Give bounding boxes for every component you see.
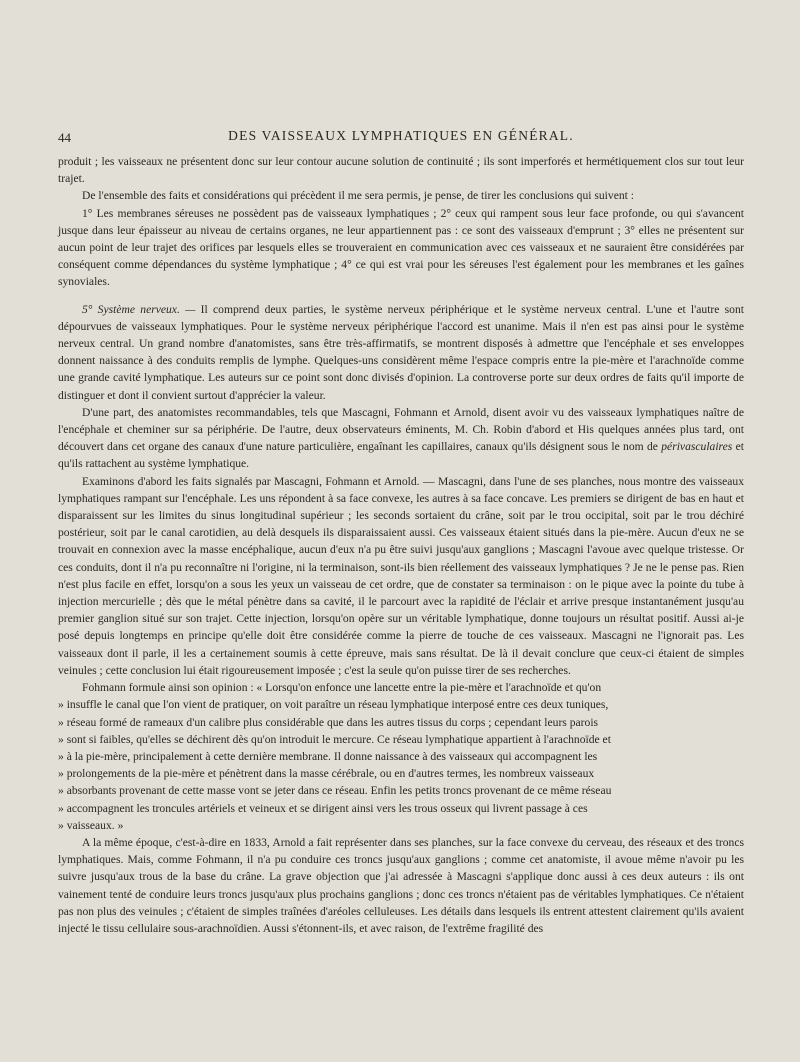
quote-intro: Fohmann formule ainsi son opinion : « Lorsqu'on enfonce une lancette entre la pie-mère et l'arachnoïde et qu'on <box>82 681 602 695</box>
quote-line: » insuffle le canal que l'on vient de pratiquer, on voit paraître un réseau lymphatique interposé entre ces deux tuniques, <box>58 698 609 712</box>
paragraph <box>58 301 744 404</box>
paragraph: Examinons d'abord les faits signalés par Mascagni, Fohmann et Arnold. — Mascagni, dans l'une de ses planches, nous montre des vaisseaux lymphatiques rampant sur l'encéphale. Les uns répondent à sa face convexe, les autres à sa face concave. Les premiers se dirigent de bas en haut et disparaissent sur les limites du sinus longitudinal supérieur ; les seconds sortaient du crâne, soit par le trou occipital, soit par le trou déchiré postérieur, soit par le canal carotidien, au delà desquels ils disparaissaient aussi. Ces vaisseaux étaient situés dans la pie-mère. Aucun d'eux ne se trouvait en connexion avec la masse encéphalique, aucun d'eux n'a pu être suivi jusqu'aux ganglions ; Mascagni l'avoue avec quelque tristesse. Or ces conduits, dont il n'a pu reconnaître ni l'origine, ni la terminaison, sont-ils bien réellement des vaisseaux lymphatiques ? Je ne le pense pas. Rien n'est plus facile en effet, lorsqu'on a sous les yeux un vaisseau de cet ordre, que de constater sa terminaison : on le pique avec la pointe du tube à injection mercurielle ; dès que le métal pénètre dans sa cavité, il le parcourt avec la rapidité de l'éclair et arrive presque instantanément jusqu'au premier ganglion situé sur son trajet. Cette injection, lorsqu'on opère sur un véritable lymphatique, donne toujours un résultat positif. Aussi ai-je posé depuis longtemps en principe qu'elle doit être considérée comme la pierre de touche de ces vaisseaux. Mascagni ne l'ignorait pas. Les vaisseaux dont il parle, il les a certainement soumis à cette épreuve, mais sans résultat. De là il devait conclure que ceux-ci étaient de simples veinules ; cette conclusion lui était rigoureusement imposée ; c'est la seule qu'on puisse tirer de ses recherches. <box>58 474 744 677</box>
page-number: 44 <box>58 130 71 145</box>
paragraph: 1° Les membranes séreuses ne possèdent pas de vaisseaux lymphatiques ; 2° ceux qui rampent sous leur face profonde, ou qui s'avancent jusque dans leur épaisseur au niveau de certains organes, ne leur appartiennent pas : ce sont des vaisseaux d'emprunt ; 3° elles ne présentent sur aucun point de leur trajet des orifices par lesquels elles se trouveraient en communication avec ces vaisseaux et ne sauraient être considérées par conséquent comme dépendances du système lymphatique ; 4° ce qui est vrai pour les séreuses l'est également pour les membranes et les gaînes synoviales. <box>58 206 744 289</box>
quote-line: » vaisseaux. » <box>58 818 124 832</box>
quote-line: » accompagnent les troncules artériels et veineux et se dirigent ainsi vers les trous osseux qui livrent passage à ces <box>58 801 588 815</box>
paragraph: A la même époque, c'est-à-dire en 1833, Arnold a fait représenter dans ses planches, sur la face convexe du cerveau, des réseaux et des troncs lymphatiques. Mais, comme Fohmann, il n'a pu conduire ces troncs jusqu'aux ganglions ; comme cet anatomiste, il avoue même n'avoir pu les suivre jusqu'aux trous de la base du crâne. La grave objection que j'ai adressée à Mascagni s'applique donc aussi à ces deux auteurs : ils ont vainement tenté de conduire leurs troncs jusqu'aux plus prochains ganglions ; donc ces troncs n'étaient pas de véritables lymphatiques. Ce n'étaient pas non plus des veinules ; c'étaient de simples traînées d'aréoles celluleuses. Les détails dans lesquels ils entrent attestent clairement qu'ils avaient injecté le tissu cellulaire sous-arachnoïdien. Aussi s'étonnent-ils, et avec raison, de l'extrême fragilité des <box>58 835 744 935</box>
paragraph-text: D'une part, des anatomistes recommandables, tels que Mascagni, Fohmann et Arnold, disent avoir vu des vaisseaux lymphatiques naître de l'encéphale et cheminer sur sa périphérie. De l'autre, deux observateurs éminents, M. Ch. Robin d'abord et His quelques années plus tard, ont découvert dans cet organe des canaux d'une nature particulière, engaînant les capillaires, canaux qu'ils désignent sous le nom de <box>58 405 744 454</box>
quote-line: » sont si faibles, qu'elles se déchirent dès qu'on introduit le mercure. Ce réseau lymphatique appartient à l'arachnoïde et <box>58 732 611 746</box>
paragraph <box>58 404 744 473</box>
quote-line: » à la pie-mère, principalement à cette dernière membrane. Il donne naissance à des vaisseaux qui accompagnent les <box>58 749 598 763</box>
section-heading: 5° Système nerveux. — <box>82 302 196 316</box>
quote-line: » prolongements de la pie-mère et pénètrent dans la masse cérébrale, ou en d'autres termes, les nombreux vaisseaux <box>58 767 595 781</box>
emphasized-term: périvasculaires <box>661 440 733 454</box>
running-title: DES VAISSEAUX LYMPHATIQUES EN GÉNÉRAL. <box>228 128 574 143</box>
quote-line: » réseau formé de rameaux d'un calibre plus considérable que dans les autres tissus du corps ; cependant leurs parois <box>58 715 599 729</box>
paragraph: De l'ensemble des faits et considérations qui précèdent il me sera permis, je pense, de tirer les conclusions qui suivent : <box>82 189 634 203</box>
page-body <box>58 153 744 937</box>
page-header <box>58 128 744 148</box>
paragraph-text: et qu'ils rattachent au système lymphatique. <box>58 440 745 471</box>
quote-line: » absorbants provenant de cette masse vont se jeter dans ce réseau. Enfin les petits troncs provenant de ce même réseau <box>58 784 612 798</box>
paragraph: produit ; les vaisseaux ne présentent donc sur leur contour aucune solution de continuité ; ils sont imperforés et hermétiquement clos sur tout leur trajet. <box>58 155 744 186</box>
paragraph-text: Il comprend deux parties, le système nerveux périphérique et le système nerveux central. L'une et l'autre sont dépourvues de vaisseaux lymphatiques. Pour le système nerveux périphérique l'accord est unanime. Mais il n'en est pas ainsi pour le système nerveux central. Un grand nombre d'anatomistes, sans être très-affirmatifs, se montrent disposés à admettre que l'encéphale et ses enveloppes donnent naissance à des conduits remplis de lymphe. Quelques-uns considèrent même l'espace compris entre la pie-mère et l'arachnoïde comme une grande cavité lymphatique. Les auteurs sur ce point sont donc divisés d'opinion. La controverse porte sur deux ordres de faits qu'il importe de distinguer et dont il convient surtout d'apprécier la valeur. <box>58 302 744 402</box>
